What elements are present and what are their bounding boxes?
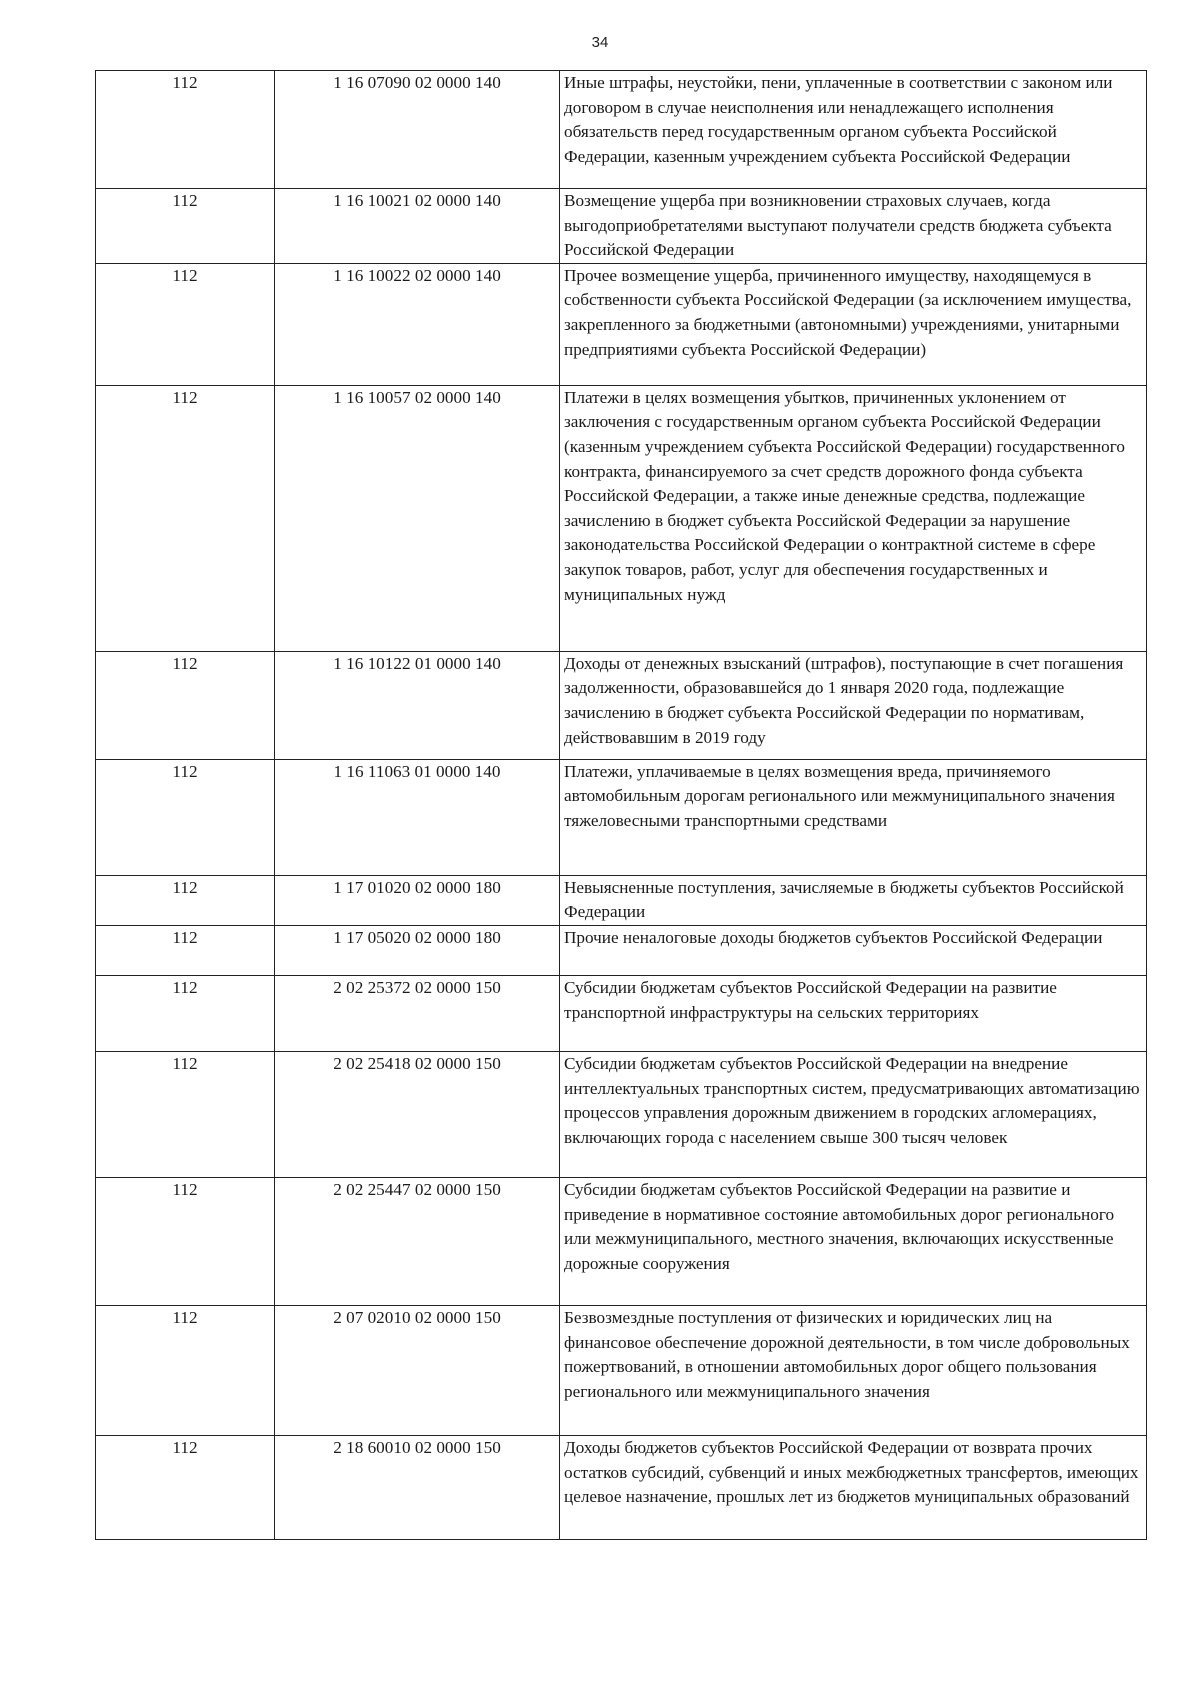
admin-code-cell: 112 xyxy=(96,1435,275,1539)
description-cell: Платежи, уплачиваемые в целях возмещения вреда, причиняемого автомобильным дорогам регионального или межмуниципального значения тяжеловесными транспортными средствами xyxy=(560,759,1147,875)
description-cell: Безвозмездные поступления от физических и юридических лиц на финансовое обеспечение дорожной деятельности, в том числе добровольных пожертвований, в отношении автомобильных дорог общего пользования регионального или межмуниципального значения xyxy=(560,1305,1147,1435)
page-number: 34 xyxy=(591,34,609,51)
description-cell: Прочее возмещение ущерба, причиненного имуществу, находящемуся в собственности субъекта Российской Федерации (за исключением имущества, закрепленного за бюджетными (автономными) учреждениями, унитарными предприятиями субъекта Российской Федерации) xyxy=(560,263,1147,385)
admin-code-cell: 112 xyxy=(96,1051,275,1177)
admin-code-cell: 112 xyxy=(96,1177,275,1305)
table-row xyxy=(96,651,1147,759)
table-row xyxy=(96,385,1147,651)
table-row xyxy=(96,1051,1147,1177)
admin-code-cell: 112 xyxy=(96,189,275,264)
admin-code-cell: 112 xyxy=(96,385,275,651)
table-row xyxy=(96,71,1147,189)
admin-code-cell: 112 xyxy=(96,651,275,759)
budget-code-cell: 2 02 25372 02 0000 150 xyxy=(275,975,560,1051)
table-row xyxy=(96,1435,1147,1539)
description-cell: Возмещение ущерба при возникновении страховых случаев, когда выгодоприобретателями выступают получатели средств бюджета субъекта Российской Федерации xyxy=(560,189,1147,264)
description-cell: Субсидии бюджетам субъектов Российской Федерации на развитие транспортной инфраструктуры на сельских территориях xyxy=(560,975,1147,1051)
admin-code-cell: 112 xyxy=(96,263,275,385)
table-row xyxy=(96,1177,1147,1305)
table-row xyxy=(96,1305,1147,1435)
budget-code-cell: 1 17 05020 02 0000 180 xyxy=(275,925,560,975)
description-cell: Иные штрафы, неустойки, пени, уплаченные в соответствии с законом или договором в случае неисполнения или ненадлежащего исполнения обязательств перед государственным органом субъекта Российской Федерации, казенным учреждением субъекта Российской Федерации xyxy=(560,71,1147,189)
description-cell: Прочие неналоговые доходы бюджетов субъектов Российской Федерации xyxy=(560,925,1147,975)
table-row xyxy=(96,875,1147,925)
budget-code-cell: 1 16 10021 02 0000 140 xyxy=(275,189,560,264)
description-cell: Невыясненные поступления, зачисляемые в бюджеты субъектов Российской Федерации xyxy=(560,875,1147,925)
budget-code-cell: 2 02 25447 02 0000 150 xyxy=(275,1177,560,1305)
admin-code-cell: 112 xyxy=(96,875,275,925)
budget-code-cell: 1 17 01020 02 0000 180 xyxy=(275,875,560,925)
admin-code-cell: 112 xyxy=(96,71,275,189)
description-cell: Субсидии бюджетам субъектов Российской Федерации на внедрение интеллектуальных транспортных систем, предусматривающих автоматизацию процессов управления дорожным движением в городских агломерациях, включающих города с населением свыше 300 тысяч человек xyxy=(560,1051,1147,1177)
table-row xyxy=(96,975,1147,1051)
admin-code-cell: 112 xyxy=(96,759,275,875)
table-row xyxy=(96,189,1147,264)
budget-code-cell: 2 02 25418 02 0000 150 xyxy=(275,1051,560,1177)
admin-code-cell: 112 xyxy=(96,975,275,1051)
admin-code-cell: 112 xyxy=(96,1305,275,1435)
admin-code-cell: 112 xyxy=(96,925,275,975)
table-row xyxy=(96,263,1147,385)
description-cell: Субсидии бюджетам субъектов Российской Федерации на развитие и приведение в нормативное состояние автомобильных дорог регионального или межмуниципального, местного значения, включающих искусственные дорожные сооружения xyxy=(560,1177,1147,1305)
budget-code-cell: 2 07 02010 02 0000 150 xyxy=(275,1305,560,1435)
revenue-codes-table xyxy=(95,70,1147,1540)
description-cell: Доходы от денежных взысканий (штрафов), поступающие в счет погашения задолженности, образовавшейся до 1 января 2020 года, подлежащие зачислению в бюджет субъекта Российской Федерации по нормативам, действовавшим в 2019 году xyxy=(560,651,1147,759)
budget-code-cell: 1 16 10122 01 0000 140 xyxy=(275,651,560,759)
table-row xyxy=(96,925,1147,975)
budget-code-cell: 1 16 10022 02 0000 140 xyxy=(275,263,560,385)
budget-code-cell: 1 16 07090 02 0000 140 xyxy=(275,71,560,189)
budget-code-cell: 1 16 11063 01 0000 140 xyxy=(275,759,560,875)
budget-code-cell: 2 18 60010 02 0000 150 xyxy=(275,1435,560,1539)
description-cell: Платежи в целях возмещения убытков, причиненных уклонением от заключения с государственным органом субъекта Российской Федерации (казенным учреждением субъекта Российской Федерации) государственного контракта, финансируемого за счет средств дорожного фонда субъекта Российской Федерации, а также иные денежные средства, подлежащие зачислению в бюджет субъекта Российской Федерации за нарушение законодательства Российской Федерации о контрактной системе в сфере закупок товаров, работ, услуг для обеспечения государственных и муниципальных нужд xyxy=(560,385,1147,651)
budget-code-cell: 1 16 10057 02 0000 140 xyxy=(275,385,560,651)
table-row xyxy=(96,759,1147,875)
description-cell: Доходы бюджетов субъектов Российской Федерации от возврата прочих остатков субсидий, субвенций и иных межбюджетных трансфертов, имеющих целевое назначение, прошлых лет из бюджетов муниципальных образований xyxy=(560,1435,1147,1539)
